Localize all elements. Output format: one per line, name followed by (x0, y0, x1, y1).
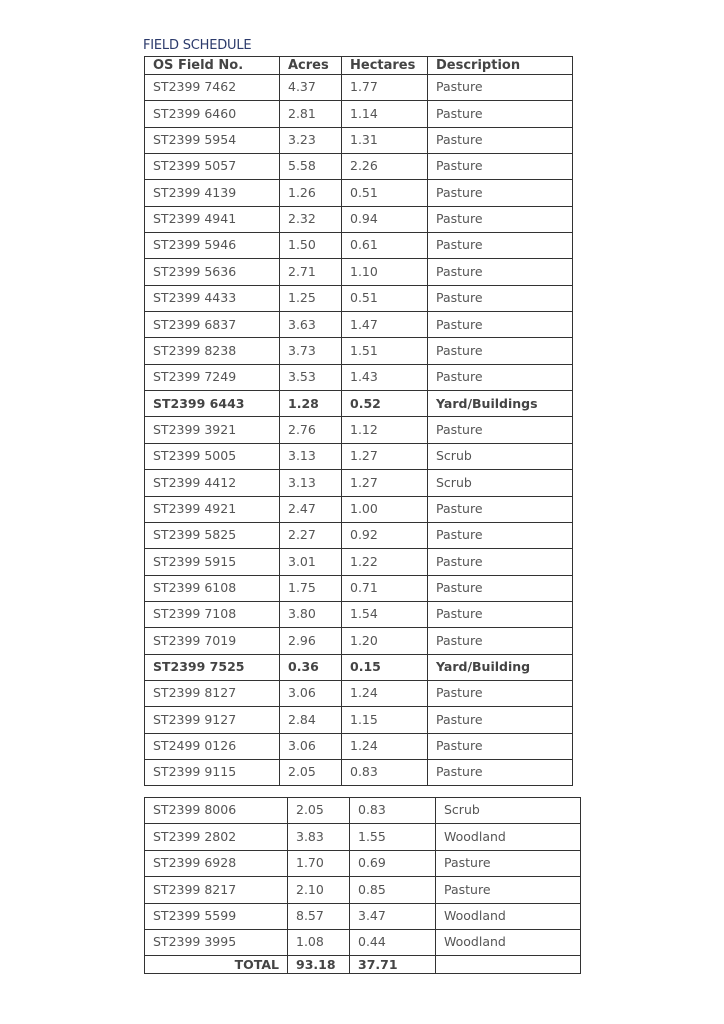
cell-acres: 1.75 (280, 575, 342, 601)
table-row (145, 850, 581, 876)
table-row (145, 877, 581, 903)
cell-hectares: 1.12 (342, 417, 428, 443)
table-row (145, 443, 573, 469)
cell-hectares: 1.24 (342, 733, 428, 759)
cell-hectares: 0.94 (342, 206, 428, 232)
cell-acres: 4.37 (280, 75, 342, 101)
cell-acres: 1.08 (288, 929, 350, 955)
table-row (145, 601, 573, 627)
cell-description: Pasture (428, 601, 573, 627)
column-header-description: Description (428, 57, 573, 75)
cell-description: Pasture (428, 707, 573, 733)
table-row (145, 206, 573, 232)
cell-hectares: 2.26 (342, 154, 428, 180)
cell-hectares: 0.15 (342, 654, 428, 680)
cell-description: Pasture (428, 338, 573, 364)
column-header-acres: Acres (280, 57, 342, 75)
cell-description: Yard/Buildings (428, 391, 573, 417)
cell-acres: 1.25 (280, 285, 342, 311)
table-row (145, 496, 573, 522)
cell-acres: 3.06 (280, 680, 342, 706)
table-body-continued (145, 798, 581, 956)
cell-acres: 3.63 (280, 312, 342, 338)
field-schedule-table-continued (144, 797, 581, 974)
cell-description: Pasture (428, 628, 573, 654)
table-row (145, 654, 573, 680)
cell-hectares: 1.54 (342, 601, 428, 627)
cell-field-no: ST2399 3995 (145, 929, 288, 955)
cell-field-no: ST2399 8006 (145, 798, 288, 824)
cell-hectares: 1.47 (342, 312, 428, 338)
cell-field-no: ST2399 5954 (145, 127, 280, 153)
total-acres: 93.18 (288, 956, 350, 974)
cell-description: Pasture (436, 877, 581, 903)
table-row (145, 628, 573, 654)
table-row (145, 101, 573, 127)
cell-field-no: ST2399 6108 (145, 575, 280, 601)
table-row (145, 903, 581, 929)
cell-acres: 3.80 (280, 601, 342, 627)
cell-hectares: 1.20 (342, 628, 428, 654)
cell-hectares: 1.31 (342, 127, 428, 153)
cell-field-no: ST2399 6928 (145, 850, 288, 876)
table-row (145, 522, 573, 548)
cell-acres: 2.71 (280, 259, 342, 285)
cell-acres: 3.13 (280, 470, 342, 496)
cell-description: Pasture (428, 733, 573, 759)
cell-hectares: 1.43 (342, 364, 428, 390)
cell-acres: 3.13 (280, 443, 342, 469)
cell-description: Pasture (428, 233, 573, 259)
cell-hectares: 0.92 (342, 522, 428, 548)
cell-field-no: ST2399 7019 (145, 628, 280, 654)
cell-description: Pasture (428, 417, 573, 443)
table-row (145, 470, 573, 496)
total-row (145, 956, 581, 974)
cell-acres: 2.10 (288, 877, 350, 903)
field-schedule-table (144, 56, 573, 786)
cell-acres: 3.23 (280, 127, 342, 153)
cell-description: Scrub (436, 798, 581, 824)
cell-description: Pasture (428, 680, 573, 706)
cell-hectares: 1.55 (350, 824, 436, 850)
cell-acres: 1.70 (288, 850, 350, 876)
table-row (145, 417, 573, 443)
cell-description: Pasture (428, 180, 573, 206)
cell-field-no: ST2399 7108 (145, 601, 280, 627)
cell-description: Pasture (428, 496, 573, 522)
cell-hectares: 1.00 (342, 496, 428, 522)
cell-acres: 3.01 (280, 549, 342, 575)
cell-description: Woodland (436, 903, 581, 929)
cell-acres: 2.05 (288, 798, 350, 824)
cell-field-no: ST2399 6443 (145, 391, 280, 417)
page-title: FIELD SCHEDULE (143, 38, 252, 53)
cell-description: Pasture (428, 127, 573, 153)
cell-description: Woodland (436, 824, 581, 850)
table-row (145, 549, 573, 575)
cell-field-no: ST2399 2802 (145, 824, 288, 850)
cell-field-no: ST2399 7525 (145, 654, 280, 680)
cell-acres: 2.27 (280, 522, 342, 548)
cell-hectares: 1.22 (342, 549, 428, 575)
cell-hectares: 0.51 (342, 180, 428, 206)
cell-description: Pasture (428, 312, 573, 338)
table-row (145, 759, 573, 785)
cell-field-no: ST2399 4412 (145, 470, 280, 496)
cell-description: Pasture (428, 285, 573, 311)
cell-field-no: ST2399 4433 (145, 285, 280, 311)
cell-acres: 1.28 (280, 391, 342, 417)
cell-acres: 2.32 (280, 206, 342, 232)
table-header-row (145, 57, 573, 75)
cell-hectares: 1.27 (342, 443, 428, 469)
table-row (145, 391, 573, 417)
cell-acres: 3.53 (280, 364, 342, 390)
cell-field-no: ST2399 5599 (145, 903, 288, 929)
cell-field-no: ST2499 0126 (145, 733, 280, 759)
cell-acres: 2.84 (280, 707, 342, 733)
cell-description: Woodland (436, 929, 581, 955)
cell-hectares: 0.85 (350, 877, 436, 903)
cell-hectares: 1.27 (342, 470, 428, 496)
cell-description: Pasture (428, 206, 573, 232)
table-row (145, 707, 573, 733)
cell-hectares: 0.71 (342, 575, 428, 601)
cell-description: Pasture (436, 850, 581, 876)
cell-hectares: 1.14 (342, 101, 428, 127)
cell-field-no: ST2399 4921 (145, 496, 280, 522)
cell-hectares: 0.69 (350, 850, 436, 876)
cell-field-no: ST2399 4139 (145, 180, 280, 206)
cell-description: Pasture (428, 364, 573, 390)
table-body (145, 75, 573, 786)
cell-acres: 3.06 (280, 733, 342, 759)
cell-description: Pasture (428, 154, 573, 180)
column-header-hectares: Hectares (342, 57, 428, 75)
table-row (145, 180, 573, 206)
cell-field-no: ST2399 9115 (145, 759, 280, 785)
cell-field-no: ST2399 5915 (145, 549, 280, 575)
cell-description: Pasture (428, 101, 573, 127)
cell-acres: 2.47 (280, 496, 342, 522)
cell-field-no: ST2399 5636 (145, 259, 280, 285)
cell-description: Pasture (428, 75, 573, 101)
cell-description: Pasture (428, 759, 573, 785)
cell-acres: 3.83 (288, 824, 350, 850)
cell-hectares: 0.44 (350, 929, 436, 955)
cell-acres: 2.76 (280, 417, 342, 443)
table-row (145, 575, 573, 601)
cell-hectares: 0.83 (350, 798, 436, 824)
cell-hectares: 0.51 (342, 285, 428, 311)
cell-field-no: ST2399 8127 (145, 680, 280, 706)
total-description (436, 956, 581, 974)
cell-hectares: 1.10 (342, 259, 428, 285)
table-row (145, 733, 573, 759)
cell-field-no: ST2399 8238 (145, 338, 280, 364)
cell-field-no: ST2399 6460 (145, 101, 280, 127)
table-row (145, 338, 573, 364)
cell-acres: 5.58 (280, 154, 342, 180)
cell-hectares: 3.47 (350, 903, 436, 929)
cell-acres: 2.96 (280, 628, 342, 654)
cell-acres: 1.26 (280, 180, 342, 206)
table-row (145, 929, 581, 955)
table-row (145, 798, 581, 824)
cell-field-no: ST2399 5057 (145, 154, 280, 180)
cell-acres: 2.05 (280, 759, 342, 785)
column-header-field-no: OS Field No. (145, 57, 280, 75)
cell-description: Pasture (428, 522, 573, 548)
table-row (145, 75, 573, 101)
cell-acres: 0.36 (280, 654, 342, 680)
table-row (145, 154, 573, 180)
cell-acres: 3.73 (280, 338, 342, 364)
cell-hectares: 1.51 (342, 338, 428, 364)
table-row (145, 680, 573, 706)
table-row (145, 364, 573, 390)
cell-description: Yard/Building (428, 654, 573, 680)
cell-field-no: ST2399 5005 (145, 443, 280, 469)
cell-description: Scrub (428, 470, 573, 496)
cell-hectares: 0.83 (342, 759, 428, 785)
cell-acres: 2.81 (280, 101, 342, 127)
cell-field-no: ST2399 6837 (145, 312, 280, 338)
cell-description: Pasture (428, 259, 573, 285)
cell-description: Pasture (428, 549, 573, 575)
cell-acres: 1.50 (280, 233, 342, 259)
cell-hectares: 1.77 (342, 75, 428, 101)
table-row (145, 312, 573, 338)
total-label: TOTAL (145, 956, 288, 974)
total-hectares: 37.71 (350, 956, 436, 974)
table-row (145, 824, 581, 850)
cell-field-no: ST2399 7462 (145, 75, 280, 101)
cell-hectares: 0.61 (342, 233, 428, 259)
cell-hectares: 1.24 (342, 680, 428, 706)
table-row (145, 233, 573, 259)
table-row (145, 259, 573, 285)
cell-field-no: ST2399 9127 (145, 707, 280, 733)
table-row (145, 285, 573, 311)
cell-description: Pasture (428, 575, 573, 601)
cell-field-no: ST2399 4941 (145, 206, 280, 232)
cell-acres: 8.57 (288, 903, 350, 929)
cell-field-no: ST2399 5946 (145, 233, 280, 259)
cell-hectares: 1.15 (342, 707, 428, 733)
table-row (145, 127, 573, 153)
cell-field-no: ST2399 5825 (145, 522, 280, 548)
cell-description: Scrub (428, 443, 573, 469)
cell-field-no: ST2399 7249 (145, 364, 280, 390)
cell-field-no: ST2399 8217 (145, 877, 288, 903)
cell-hectares: 0.52 (342, 391, 428, 417)
cell-field-no: ST2399 3921 (145, 417, 280, 443)
